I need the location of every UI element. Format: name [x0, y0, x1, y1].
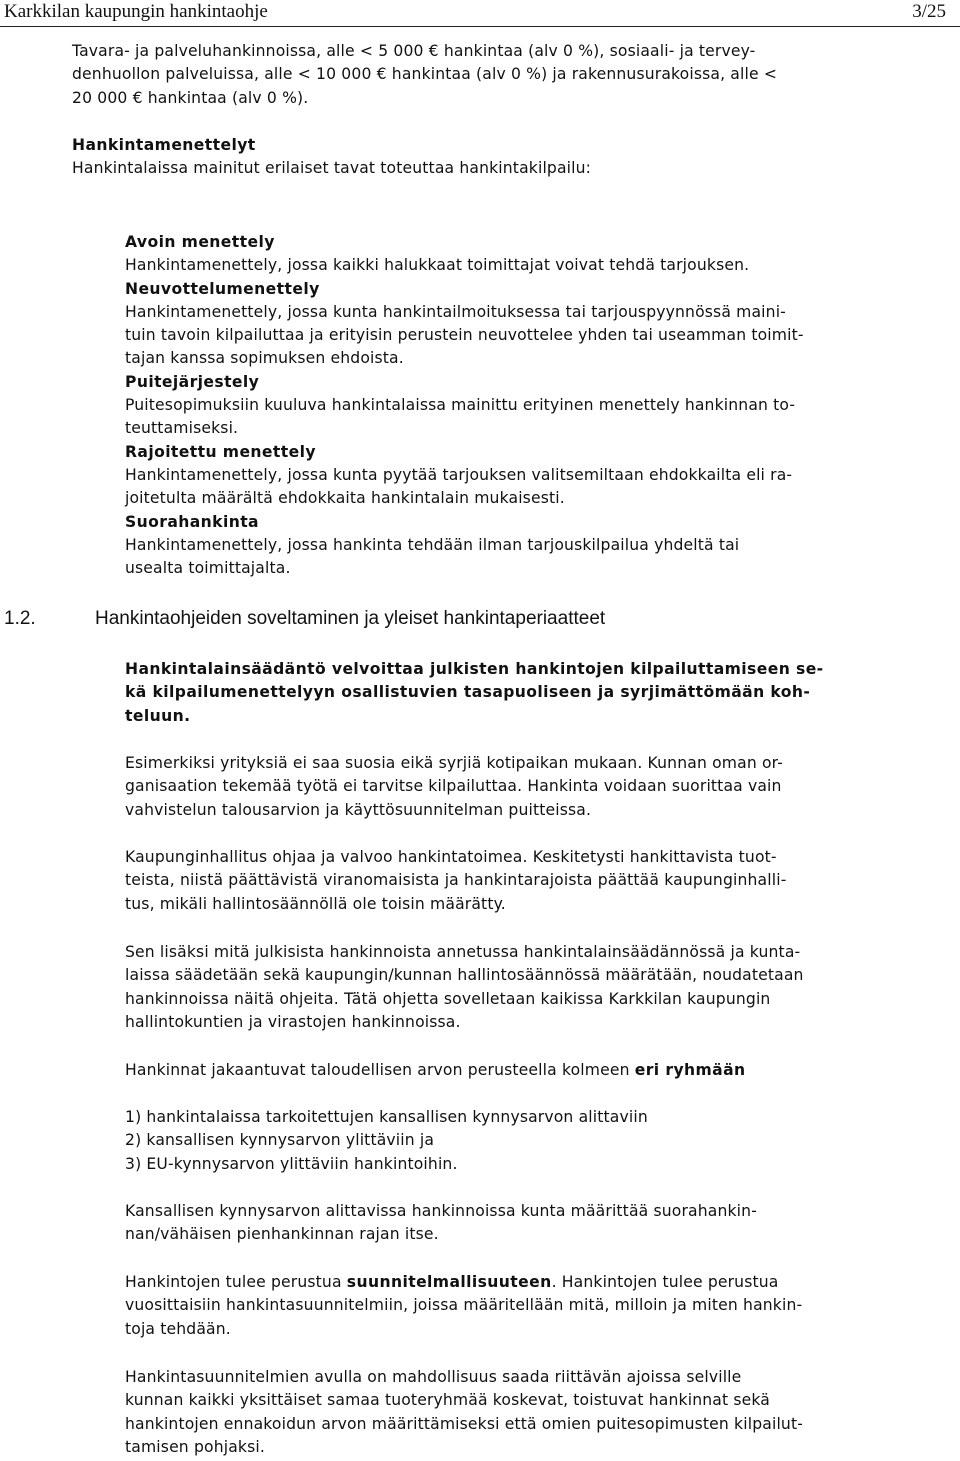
procedures-heading: Hankintamenettelyt — [72, 136, 256, 154]
list-item: 3) EU-kynnysarvon ylittäviin hankintoihin. — [125, 1154, 458, 1173]
paragraph-4: Hankinnat jakaantuvat taloudellisen arvon perusteella kolmeen eri ryhmään — [125, 1061, 746, 1079]
list-item: 1) hankintalaissa tarkoitettujen kansallisen kynnysarvon alittaviin — [125, 1108, 648, 1126]
procedure-term: Suorahankinta — [125, 512, 259, 531]
procedure-term: Puitejärjestely — [125, 372, 260, 391]
page-number: 3/25 — [912, 1, 946, 22]
procedure-term: Neuvottelumenettely — [125, 279, 320, 298]
paragraph-5: Kansallisen kynnysarvon alittavissa hankinnoissa kunta määrittää suorahankin- nan/vähäisen pienhankinnan rajan itse. — [125, 1202, 757, 1244]
list-item: 2) kansallisen kynnysarvon ylittäviin ja — [125, 1131, 435, 1150]
paragraph-6: Hankintojen tulee perustua suunnitelmallisuuteen. Hankintojen tulee perustua vuosittaisiin hankintasuunnitelmiin, joissa määritellään mitä, milloin ja miten hankin- toja tehdään. — [125, 1273, 803, 1338]
page-header — [0, 0, 960, 26]
procedures-list — [125, 231, 954, 580]
section-number: 1.2. — [4, 608, 36, 629]
paragraph-1: Esimerkiksi yrityksiä ei saa suosia eikä syrjiä kotipaikan mukaan. Kunnan oman or- ganisaation tekemää työtä ei tarvitse kilpailuttaa. Hankinta voidaan suorittaa vain vahvistelun talousarvion ja käyttösuunnitelman puitteissa. — [125, 754, 783, 819]
intro-paragraph: Tavara- ja palveluhankinnoissa, alle < 5 000 € hankintaa (alv 0 %), sosiaali- ja tervey- denhuollon palveluissa, alle < 10 000 € hankintaa (alv 0 %) ja rakennusurakoissa, alle < 20 000 € hankintaa (alv 0 %). — [72, 42, 778, 107]
paragraph-3: Sen lisäksi mitä julkisista hankinnoista annetussa hankintalainsäädännössä ja kunta- laissa säädetään sekä kaupungin/kunnan hallintosäännössä määrätään, noudatetaan hankinnoissa näitä ohjeita. Tätä ohjetta sovelletaan kaikissa Karkkilan kaupungin hallintokuntien ja virastojen hankinnoissa. — [125, 943, 804, 1031]
document-title: Karkkilan kaupungin hankintaohje — [4, 1, 268, 22]
groups-list — [125, 1106, 954, 1176]
emphasis-planning: suunnitelmallisuuteen — [346, 1273, 552, 1291]
header-divider — [0, 26, 960, 27]
procedure-item: Avoin menettely Hankintamenettely, jossa kaikki halukkaat toimittajat voivat tehdä tarjouksen. — [125, 231, 954, 278]
procedures-heading-block — [72, 134, 942, 181]
emphasis-groups: eri ryhmään — [634, 1061, 746, 1079]
procedure-item: Rajoitettu menettely Hankintamenettely, jossa kunta pyytää tarjouksen valitsemiltaan ehdokkailta eli ra- joitetulta määrältä ehdokkaita hankintalain mukaisesti. — [125, 441, 954, 511]
paragraph-7: Hankintasuunnitelmien avulla on mahdollisuus saada riittävän ajoissa selville kunnan kaikki yksittäiset samaa tuoteryhmää koskevat, toistuvat hankinnat sekä hankintojen ennakoidun arvon määrittämiseksi että omien puitesopimusten kilpailut- tamisen pohjaksi. — [125, 1368, 803, 1456]
procedure-item: Suorahankinta Hankintamenettely, jossa hankinta tehdään ilman tarjouskilpailua yhdeltä tai usealta toimittajalta. — [125, 511, 954, 581]
procedure-item: Puitejärjestely Puitesopimuksiin kuuluva hankintalaissa mainittu erityinen menettely hankinnan to- teuttamiseksi. — [125, 371, 954, 441]
procedures-intro: Hankintalaissa mainitut erilaiset tavat toteuttaa hankintakilpailu: — [72, 159, 592, 178]
section-heading — [0, 608, 960, 634]
procedure-term: Avoin menettely — [125, 233, 275, 251]
procedure-term: Rajoitettu menettely — [125, 442, 316, 461]
lead-paragraph: Hankintalainsäädäntö velvoittaa julkisten hankintojen kilpailuttamiseen se- kä kilpailumenettelyyn osallistuvien tasapuoliseen ja syrjimättömään koh- teluun. — [125, 660, 824, 725]
section-title: Hankintaohjeiden soveltaminen ja yleiset hankintaperiaatteet — [95, 608, 606, 629]
paragraph-2: Kaupunginhallitus ohjaa ja valvoo hankintatoimea. Keskitetysti hankittavista tuot- teista, niistä päättävistä viranomaisista ja hankintarajoista päättää kaupunginhalli- tus, mikäli hallintosäännöllä ole toisin määrätty. — [125, 848, 787, 913]
procedure-item: Neuvottelumenettely Hankintamenettely, jossa kunta hankintailmoituksessa tai tarjouspyynnössä maini- tuin tavoin kilpailuttaa ja erityisin perustein neuvottelee yhden tai useamman toimit- tajan kanssa sopimuksen ehdoista. — [125, 278, 954, 371]
